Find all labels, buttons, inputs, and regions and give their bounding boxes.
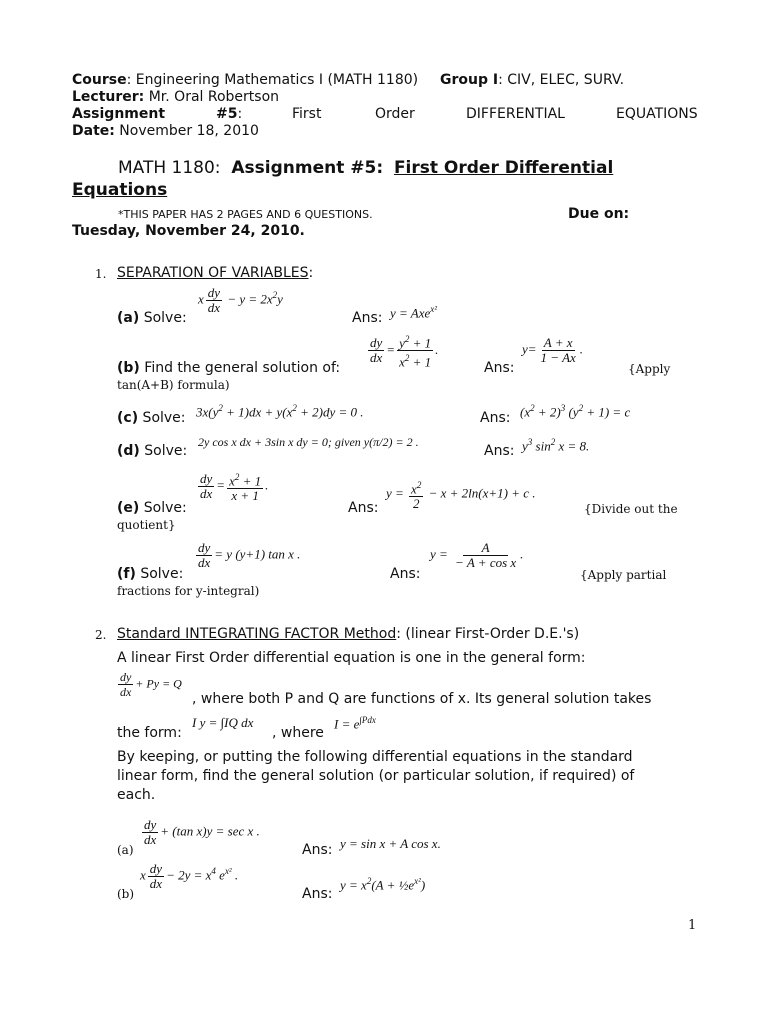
q1b [117, 360, 340, 376]
q1f-equation: $\frac{dy}{dx}$ = y (y+1) tan x . [198, 540, 301, 570]
group-label: Group I [440, 72, 499, 88]
course-line [72, 72, 418, 88]
q1-heading [117, 265, 313, 281]
q1e-equation: $\frac{dy}{dx}$ = $\frac{x^2 + 1}{x + 1}$ . [200, 471, 269, 504]
q1a-label: (a) [117, 310, 140, 326]
q2-line-3a: the form: [117, 725, 182, 741]
assignment-num: #5 [216, 106, 238, 122]
q2-heading [117, 626, 579, 642]
date-line [72, 123, 259, 139]
page-title [118, 158, 613, 178]
q1d [117, 443, 187, 459]
q1e-hint-2: quotient} [117, 518, 176, 532]
q1f-answer: y = $\frac{A}{\text{− A + cos x}}$ . [430, 540, 524, 570]
lecturer-label: Lecturer: [72, 89, 145, 105]
q1e-label: (e) [117, 500, 140, 516]
q2a-ans-label: Ans: [302, 842, 333, 858]
due-label: Due on: [568, 206, 630, 222]
lecturer-value: Mr. Oral Robertson [144, 89, 280, 105]
q1a-ans-label: Ans: [352, 310, 383, 326]
lecturer-line [72, 89, 279, 105]
q2-heading-text: Standard INTEGRATING FACTOR Method [117, 626, 397, 642]
q2-line-6: each. [117, 787, 156, 803]
q1f-label: (f) [117, 566, 136, 582]
q2-general-form: $\frac{dy}{dx}$ + Py = Q [120, 670, 182, 699]
group-line [440, 72, 624, 88]
q2-line-1: A linear First Order differential equation is one in the general form: [117, 650, 586, 666]
q1e-ans-label: Ans: [348, 500, 379, 516]
group-value: : CIV, ELEC, SURV. [498, 72, 625, 88]
assignment-word-1: First [292, 106, 322, 122]
q2-subheading: : (linear First-Order D.E.'s) [396, 626, 580, 642]
course-value: : Engineering Mathematics I (MATH 1180) [126, 72, 419, 88]
q2-line-5: linear form, find the general solution (or particular solution, if required) of [117, 768, 635, 784]
q1c-ans-label: Ans: [480, 410, 511, 426]
q1b-answer: y= $\frac{A + x}{1 - Ax}$ . [522, 335, 584, 365]
q1c [117, 410, 186, 426]
q1e-text: Solve: [139, 500, 187, 516]
q1e [117, 500, 187, 516]
q1d-ans-label: Ans: [484, 443, 515, 459]
q1a-equation: x $\frac{dy}{dx}$ − $y = 2x^2y$ [198, 285, 283, 315]
q1a-answer: y = Axe$^{x^2}$ [390, 304, 437, 321]
q1b-ans-label: Ans: [484, 360, 515, 376]
q2-solution-form: I y = ∫IQ dx [192, 715, 254, 730]
q2a-label: (a) [117, 843, 134, 857]
q1b-text: Find the general solution of: [139, 360, 341, 376]
q1f-text: Solve: [135, 566, 184, 582]
assignment-word-2: Order [375, 106, 415, 122]
date-value: November 18, 2010 [114, 123, 259, 139]
q2-line-2: , where both P and Q are functions of x. Its general solution takes [192, 691, 652, 707]
assignment-number [216, 106, 242, 122]
q2b-answer: $y = x^2(A$ + $\frac{1}{2}e^{x^2}$) [340, 876, 426, 893]
assignment-word-3: DIFFERENTIAL [466, 106, 565, 122]
date-label: Date: [72, 123, 115, 139]
course-label: Course [72, 72, 127, 88]
q1-heading-colon: : [308, 265, 314, 281]
q1d-answer: $y^3$ $\sin^2 x = 8$. [522, 437, 590, 454]
q1b-hint-2: tan(A+B) formula) [117, 378, 230, 392]
assignment-word-4: EQUATIONS [616, 106, 698, 122]
assignment-colon: : [237, 106, 243, 122]
q1e-hint-1: {Divide out the [584, 502, 678, 516]
q1b-equation: $\frac{dy}{dx}$ = $\frac{y^2 + 1}{x^2 + 1}$ . [370, 334, 439, 370]
assignment-label: Assignment [72, 106, 166, 122]
q1c-text: Solve: [138, 410, 186, 426]
due-date: Tuesday, November 24, 2010. [72, 223, 305, 239]
q2a-equation: $\frac{dy}{dx}$ + (tan x)y = sec x . [144, 817, 260, 847]
q2-line-4: By keeping, or putting the following differential equations in the standard [117, 749, 633, 765]
title-assignment: Assignment #5: [231, 158, 384, 178]
q1d-label: (d) [117, 443, 140, 459]
q2b-label: (b) [117, 887, 135, 901]
q1e-answer: y = $\frac{x^2}{2}$ − x + 2ln(x+1) + c . [386, 480, 536, 512]
q1d-text: Solve: [139, 443, 188, 459]
assignment-line [72, 106, 165, 122]
title-course: MATH 1180: [118, 158, 221, 178]
q2b-ans-label: Ans: [302, 886, 333, 902]
q1f-hint-1: {Apply partial [580, 568, 667, 582]
q2-integrating-factor: $I = e^{\int Pdx}$ [334, 715, 376, 732]
title-topic-2: Equations [72, 180, 168, 200]
q1a-text: Solve: [139, 310, 187, 326]
q1b-hint-1: {Apply [628, 362, 671, 376]
q1c-equation: $3x(y^2 + 1)dx + y(x^2 + 2)dy = 0$ . [196, 403, 364, 420]
q1f-hint-2: fractions for y-integral) [117, 584, 260, 598]
q1f-ans-label: Ans: [390, 566, 421, 582]
q1-heading-text: SEPARATION OF VARIABLES [117, 265, 309, 281]
q2a-answer: y = sin x + A cos x. [340, 836, 441, 851]
paper-note: *THIS PAPER HAS 2 PAGES AND 6 QUESTIONS. [118, 208, 373, 221]
q2b-equation: x $\frac{dy}{dx}$ − $2y = x^4$ $e^{x^2}$ . [140, 861, 239, 891]
q1d-equation: 2y cos x dx + 3sin x dy = 0; given y(π/2) = 2 . [198, 435, 419, 449]
q1b-label: (b) [117, 360, 140, 376]
q1c-answer: $(x^2 + 2)^3$ $(y^2 + 1) = c$ [520, 403, 631, 420]
q2-line-3b: , where [272, 725, 324, 741]
q1c-label: (c) [117, 410, 139, 426]
q1-number: 1. [95, 267, 107, 281]
q2-number: 2. [95, 628, 107, 642]
page-number: 1 [688, 918, 697, 933]
q1a [117, 310, 187, 326]
q1f [117, 566, 183, 582]
title-topic-1: First Order Differential [393, 158, 614, 178]
